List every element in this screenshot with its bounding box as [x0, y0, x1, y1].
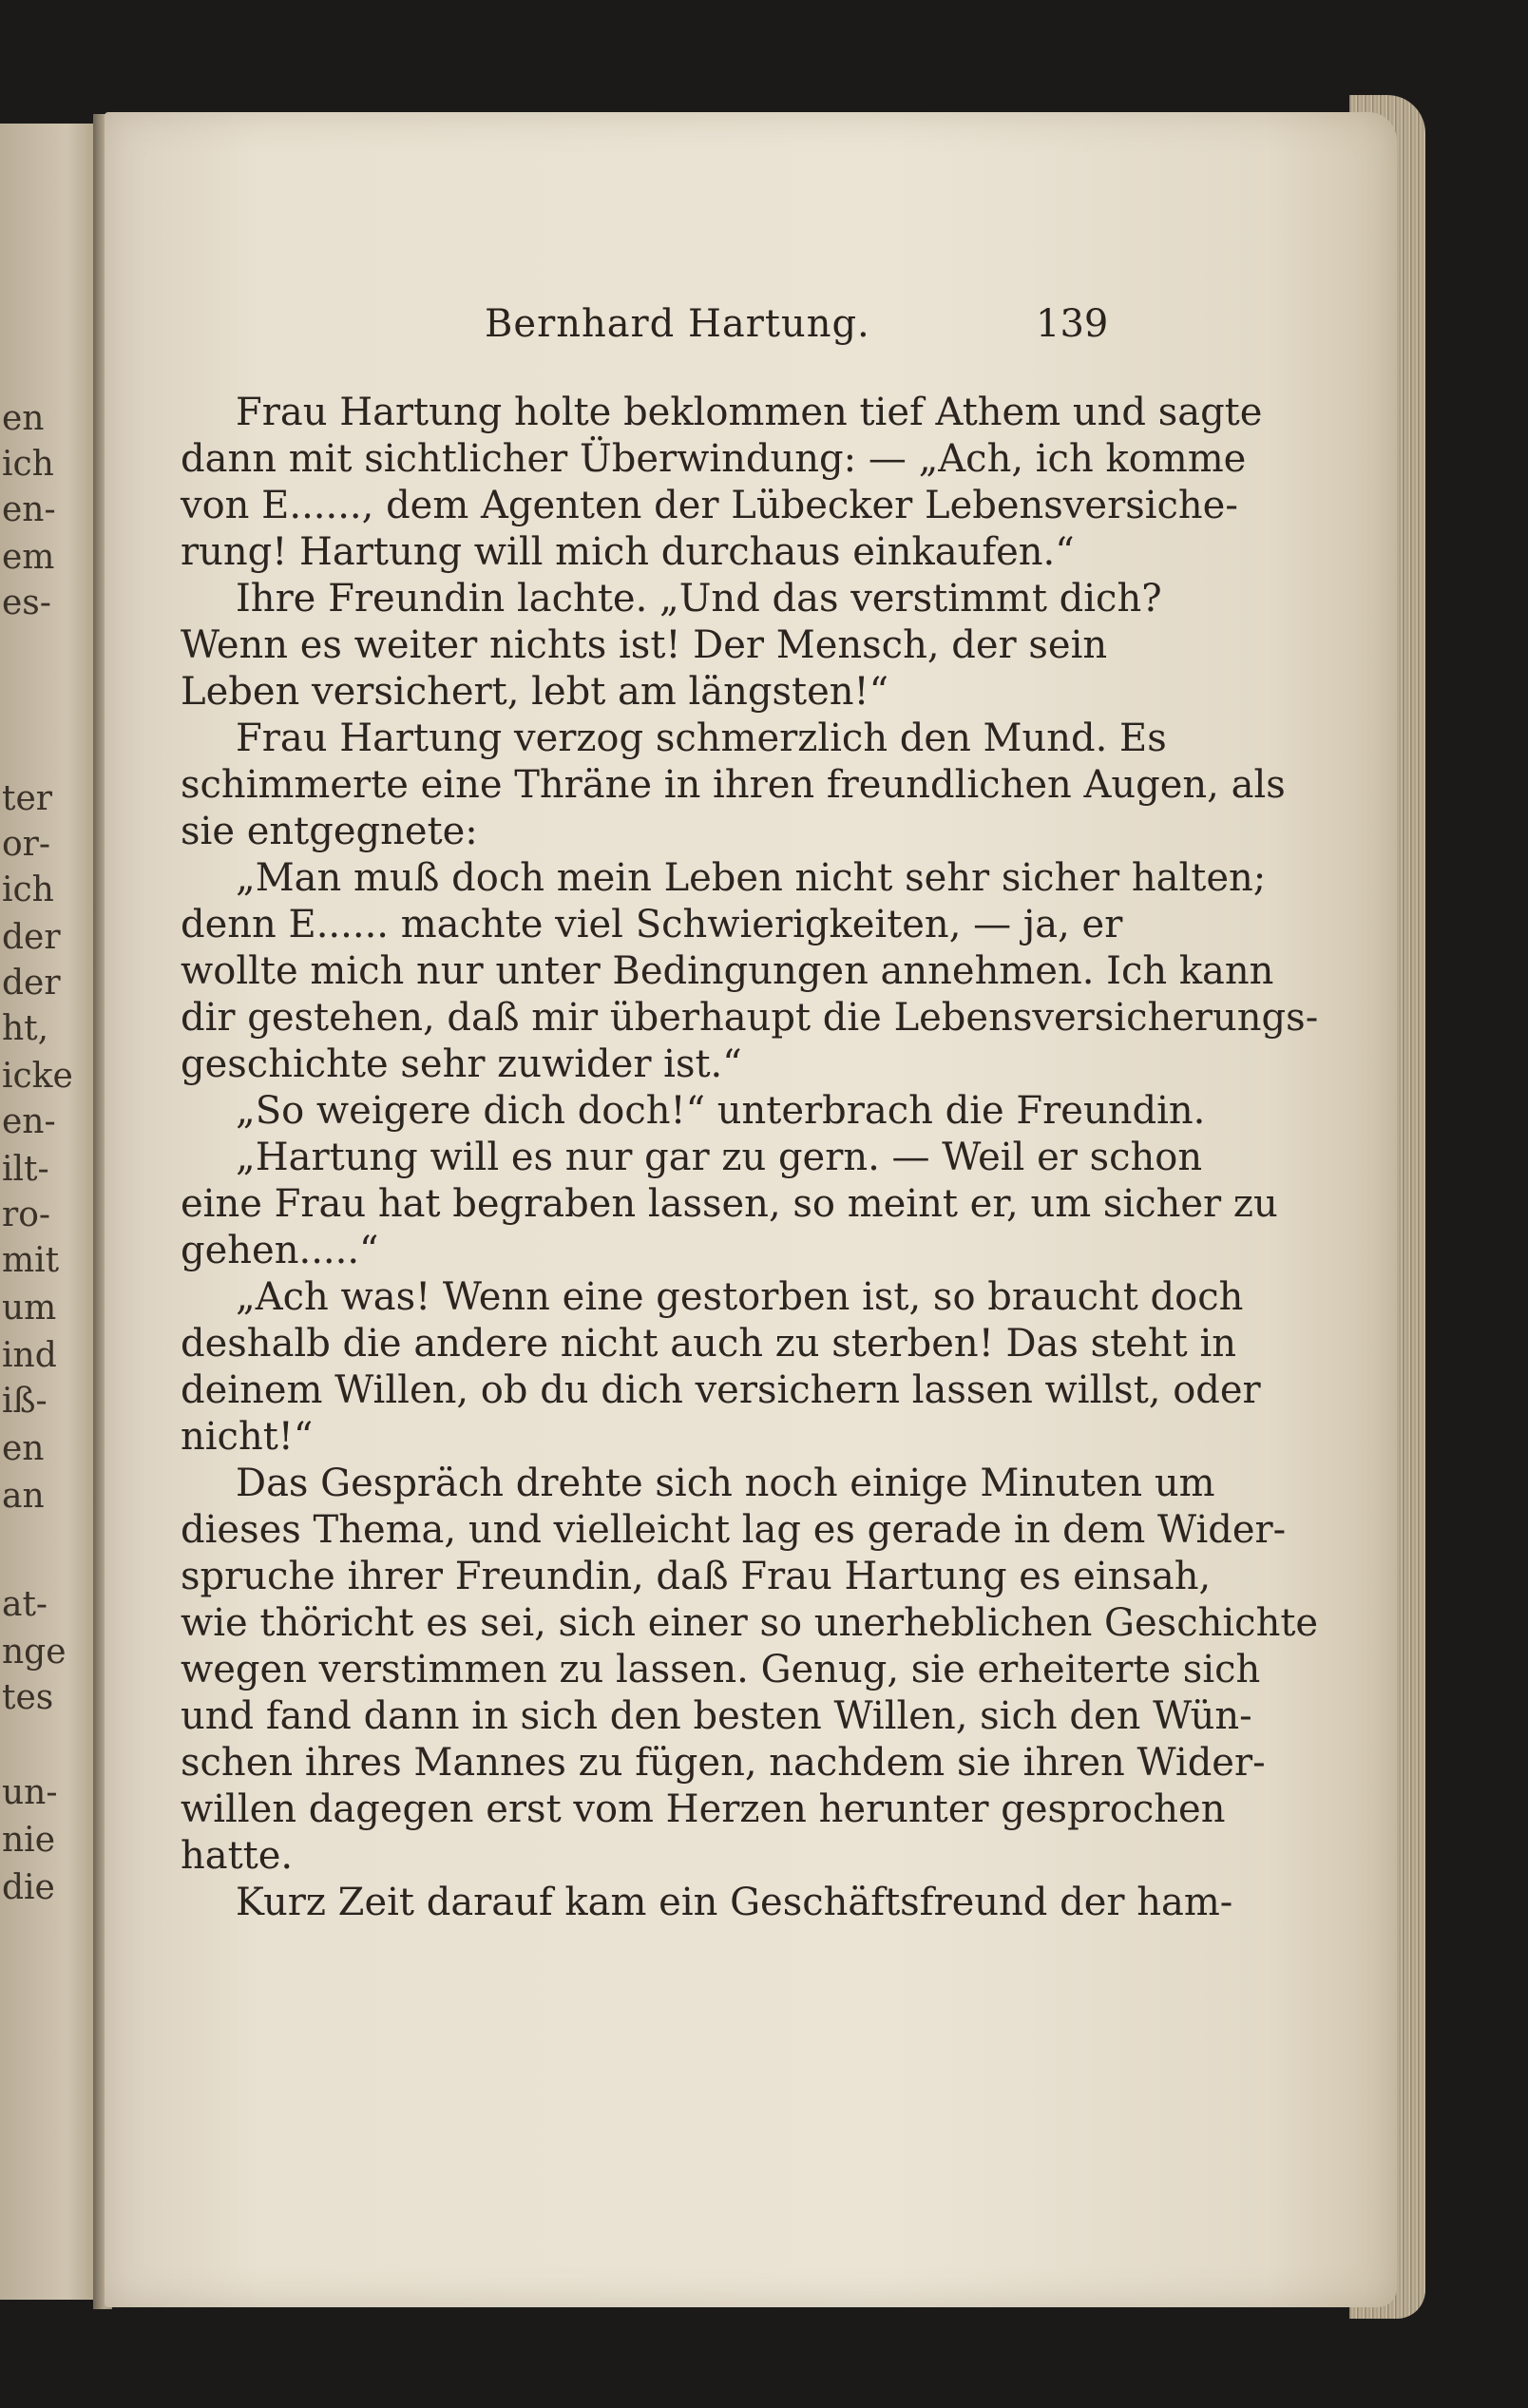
- text-line: „Man muß doch mein Leben nicht sehr sicher halten;: [236, 856, 1267, 900]
- text-line: „Hartung will es nur gar zu gern. — Weil er schon: [236, 1136, 1203, 1179]
- previous-page-fragment: der: [2, 964, 61, 1003]
- previous-page-fragment: iß-: [2, 1382, 48, 1421]
- body-text: [181, 390, 1319, 1926]
- text-line: Wenn es weiter nichts ist! Der Mensch, der sein: [181, 623, 1108, 667]
- text-line: wegen verstimmen zu lassen. Genug, sie erheiterte sich: [181, 1648, 1261, 1691]
- text-line: spruche ihrer Freundin, daß Frau Hartung es einsah,: [181, 1555, 1212, 1598]
- previous-page-fragment: at-: [2, 1585, 48, 1624]
- text-line: wollte mich nur unter Bedingungen annehmen. Ich kann: [181, 949, 1274, 993]
- previous-page-fragment: der: [2, 918, 61, 957]
- previous-page-fragment: tes: [2, 1678, 54, 1717]
- text-line: Leben versichert, lebt am längsten!“: [181, 670, 889, 714]
- text-line: Kurz Zeit darauf kam ein Geschäftsfreund der ham-: [236, 1881, 1233, 1924]
- previous-page-fragment: ich: [2, 870, 54, 909]
- previous-page-fragment: nie: [2, 1821, 56, 1860]
- previous-page-fragment: en: [2, 399, 45, 438]
- previous-page-fragment: mit: [2, 1241, 60, 1280]
- text-line: Frau Hartung holte beklommen tief Athem und sagte: [236, 391, 1263, 434]
- text-line: gehen.....“: [181, 1229, 379, 1272]
- previous-page-fragment: ind: [2, 1336, 57, 1375]
- text-line: sie entgegnete:: [181, 810, 478, 853]
- text-line: wie thöricht es sei, sich einer so unerheblichen Geschichte: [181, 1601, 1319, 1645]
- text-line: dir gestehen, daß mir überhaupt die Lebensversicherungs-: [181, 996, 1319, 1040]
- previous-page-fragment: ilt-: [2, 1150, 49, 1189]
- previous-page-fragment: em: [2, 538, 55, 577]
- text-line: rung! Hartung will mich durchaus einkaufen.“: [181, 530, 1075, 574]
- previous-page-fragment: nge: [2, 1633, 67, 1672]
- text-line: und fand dann in sich den besten Willen, sich den Wün-: [181, 1694, 1252, 1738]
- text-line: deinem Willen, ob du dich versichern lassen willst, oder: [181, 1368, 1261, 1412]
- previous-page-fragment: en: [2, 1429, 45, 1468]
- text-line: deshalb die andere nicht auch zu sterben! Das steht in: [181, 1322, 1237, 1366]
- running-head: Bernhard Hartung.: [485, 302, 870, 346]
- text-line: dann mit sichtlicher Überwindung: — „Ach, ich komme: [181, 437, 1247, 481]
- previous-page-fragment: an: [2, 1477, 45, 1516]
- text-line: schen ihres Mannes zu fügen, nachdem sie ihren Wider-: [181, 1741, 1266, 1785]
- previous-page-fragment: or-: [2, 825, 51, 864]
- previous-page-edge: [0, 124, 95, 2300]
- text-line: „Ach was! Wenn eine gestorben ist, so braucht doch: [236, 1275, 1244, 1319]
- previous-page-fragment: es-: [2, 583, 51, 622]
- previous-page-fragment: ter: [2, 779, 52, 818]
- text-line: denn E...... machte viel Schwierigkeiten, — ja, er: [181, 903, 1123, 946]
- previous-page-fragment: en-: [2, 1102, 56, 1141]
- text-line: willen dagegen erst vom Herzen herunter gesprochen: [181, 1787, 1226, 1831]
- page-number: 139: [1036, 302, 1109, 346]
- previous-page-fragment: ich: [2, 445, 54, 484]
- previous-page-fragment: um: [2, 1289, 57, 1328]
- text-line: Frau Hartung verzog schmerzlich den Mund. Es: [236, 717, 1167, 760]
- text-line: geschichte sehr zuwider ist.“: [181, 1042, 742, 1086]
- text-line: schimmerte eine Thräne in ihren freundlichen Augen, als: [181, 763, 1286, 807]
- previous-page-fragment: die: [2, 1868, 55, 1907]
- previous-page-fragment: icke: [2, 1057, 73, 1096]
- text-line: dieses Thema, und vielleicht lag es gerade in dem Wider-: [181, 1508, 1287, 1552]
- text-line: Ihre Freundin lachte. „Und das verstimmt dich?: [236, 577, 1162, 621]
- previous-page-fragment: en-: [2, 490, 56, 529]
- text-line: nicht!“: [181, 1415, 314, 1459]
- text-line: eine Frau hat begraben lassen, so meint er, um sicher zu: [181, 1182, 1278, 1226]
- text-line: hatte.: [181, 1834, 294, 1878]
- text-line: „So weigere dich doch!“ unterbrach die Freundin.: [236, 1089, 1206, 1133]
- previous-page-fragment: ro-: [2, 1195, 51, 1234]
- text-line: von E......, dem Agenten der Lübecker Lebensversiche-: [181, 484, 1238, 527]
- previous-page-fragment: ht,: [2, 1009, 49, 1048]
- text-line: Das Gespräch drehte sich noch einige Minuten um: [236, 1462, 1215, 1505]
- previous-page-fragment: un-: [2, 1773, 58, 1812]
